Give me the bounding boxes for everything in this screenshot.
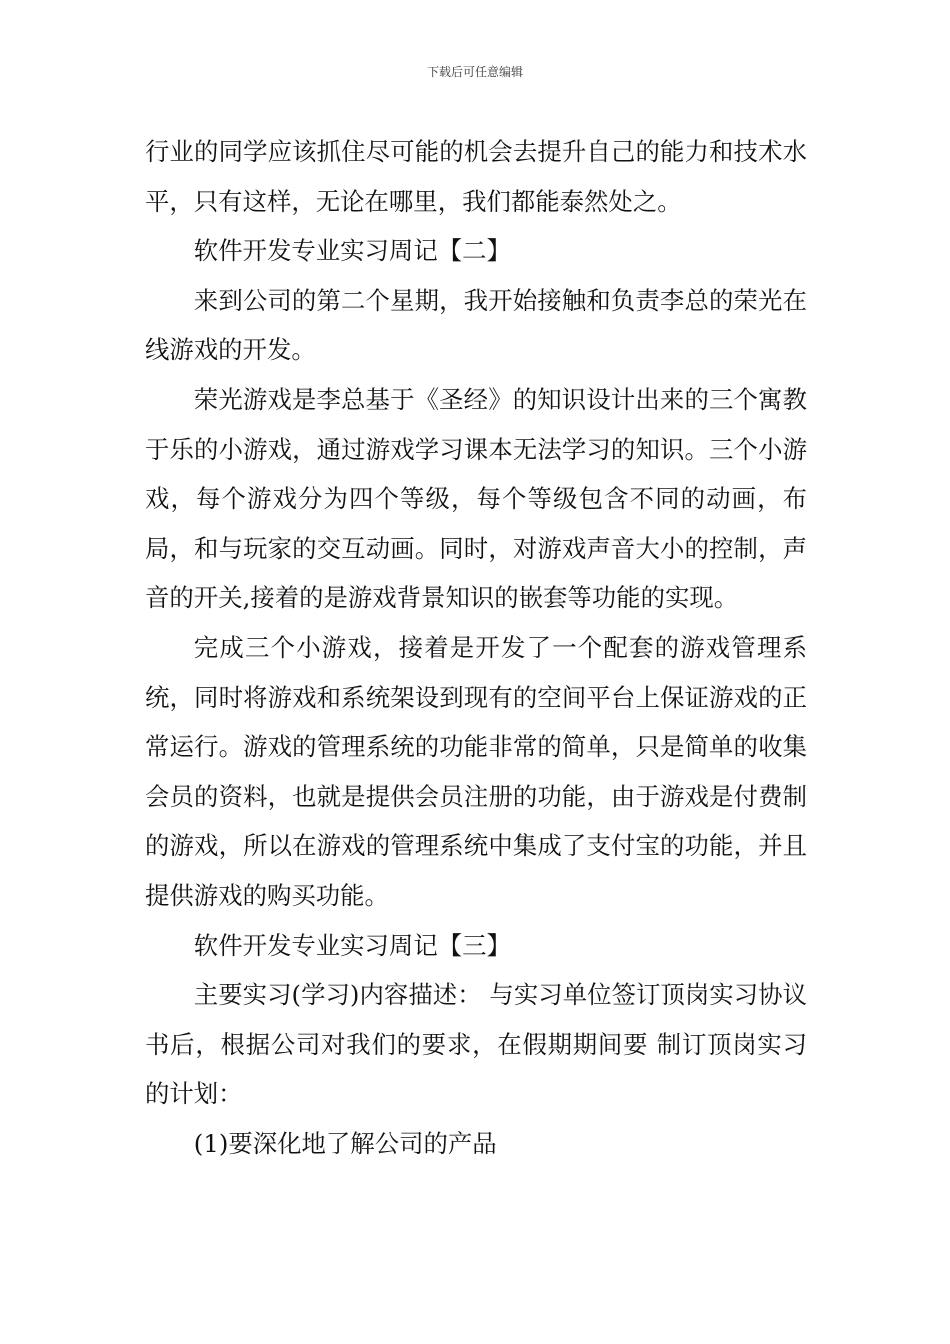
paragraph-week-2-intro: 来到公司的第二个星期，我开始接触和负责李总的荣光在线游戏的开发。 bbox=[145, 285, 807, 365]
paragraph-game-description: 荣光游戏是李总基于《圣经》的知识设计出来的三个寓教于乐的小游戏，通过游戏学习课本无法学习的知识。三个小游戏，每个游戏分为四个等级，每个等级包含不同的动画，布局，和与玩家的交互动画。同时，对游戏声音大小的控制，声音的开关,接着的是游戏背景知识的嵌套等功能的实现。 bbox=[145, 384, 807, 613]
paragraph-management-system: 完成三个小游戏，接着是开发了一个配套的游戏管理系统，同时将游戏和系统架设到现有的空间平台上保证游戏的正常运行。游戏的管理系统的功能非常的简单，只是简单的收集会员的资料，也就是提供会员注册的功能，由于游戏是付费制的游戏，所以在游戏的管理系统中集成了支付宝的功能，并且提供游戏的购买功能。 bbox=[145, 632, 807, 910]
document-body bbox=[145, 127, 807, 1168]
list-item-1: (1)要深化地了解公司的产品 bbox=[193, 1128, 497, 1158]
paragraph-internship-content: 主要实习(学习)内容描述： 与实习单位签订顶岗实习协议书后，根据公司对我们的要求，在假期期间要 制订顶岗实习的计划： bbox=[145, 980, 807, 1109]
section-heading-week-3: 软件开发专业实习周记【三】 bbox=[193, 930, 511, 960]
paragraph-continuation: 行业的同学应该抓住尽可能的机会去提升自己的能力和技术水平，只有这样，无论在哪里，我们都能泰然处之。 bbox=[145, 137, 807, 216]
page-header: 下载后可任意编辑 bbox=[426, 65, 523, 79]
section-heading-week-2: 软件开发专业实习周记【二】 bbox=[193, 236, 511, 266]
